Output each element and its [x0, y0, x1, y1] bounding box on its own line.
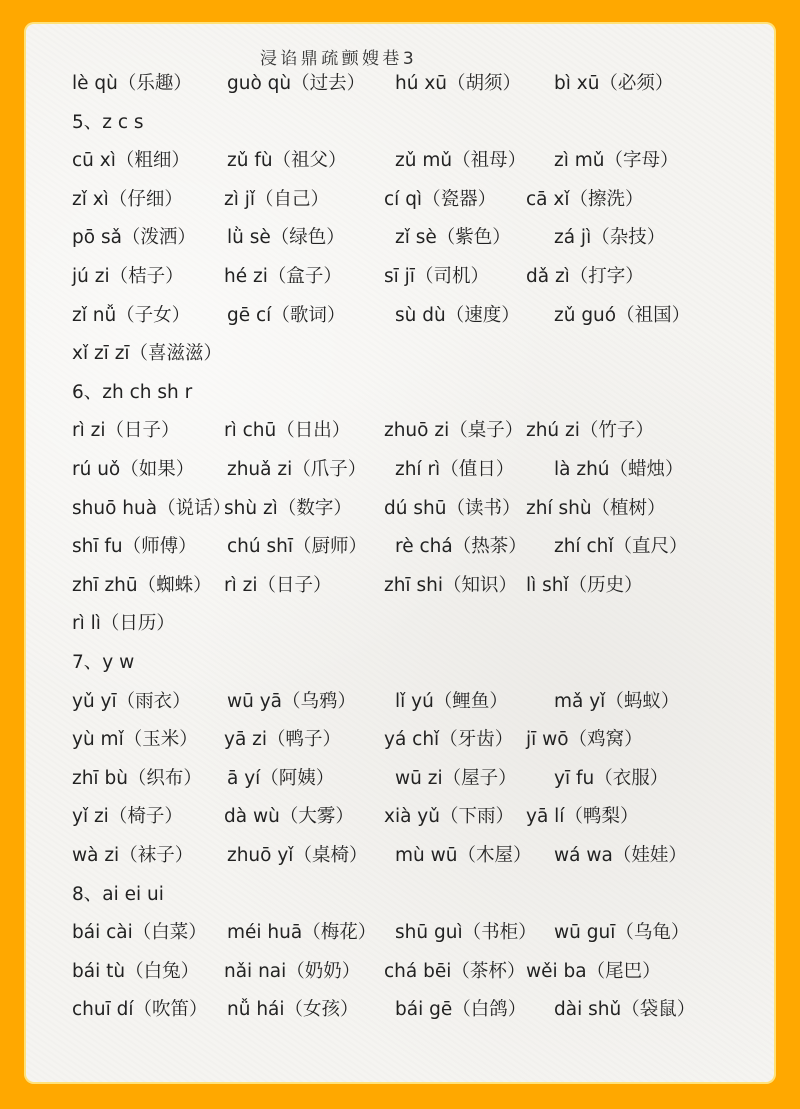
vocab-word: bì xū（必须）: [554, 73, 674, 94]
vocab-word: sī jī（司机）: [384, 266, 489, 287]
vocab-word: bái cài（白菜）: [72, 922, 207, 944]
vocab-word: yá chǐ（牙齿）: [384, 729, 514, 751]
vocab-word: shū guì（书柜）: [395, 922, 537, 944]
section-heading: 8、ai ei ui: [72, 883, 164, 905]
page-header: 浸 谄 鼎 疏 颤 嫂 巷 3: [260, 49, 413, 69]
vocab-word: lì shǐ（历史）: [526, 574, 643, 596]
vocab-word: pō sǎ（泼洒）: [72, 227, 196, 249]
vocab-word: zhí shù（植树）: [526, 497, 666, 519]
vocab-word: yù mǐ（玉米）: [72, 729, 198, 751]
vocab-word: zhuō zi（桌子）: [384, 420, 524, 442]
vocab-word: rè chá（热茶）: [395, 536, 527, 558]
vocab-word: guò qù（过去）: [227, 73, 366, 94]
vocab-word: chá bēi（茶杯）: [384, 960, 526, 982]
vocab-word: xǐ zī zī（喜滋滋）: [72, 343, 223, 365]
vocab-word: jú zi（桔子）: [72, 266, 184, 287]
vocab-word: rì zi（日子）: [224, 574, 332, 596]
vocab-word: rì chū（日出）: [224, 420, 351, 442]
vocab-word: zhí rì（值日）: [395, 459, 515, 480]
vocab-word: wěi ba（尾巴）: [526, 960, 661, 982]
vocab-word: mǎ yǐ（蚂蚁）: [554, 690, 680, 712]
vocab-word: dú shū（读书）: [384, 497, 521, 519]
vocab-word: lǜ sè（绿色）: [227, 227, 345, 249]
vocab-word: hú xū（胡须）: [395, 73, 522, 94]
vocab-word: wá wa（娃娃）: [554, 845, 687, 866]
vocab-word: zhī bù（织布）: [72, 767, 202, 789]
vocab-word: mù wū（木屋）: [395, 845, 532, 866]
vocab-word: yī fu（衣服）: [554, 767, 669, 789]
section-heading: 7、y w: [72, 652, 135, 673]
vocab-word: zhí chǐ（直尺）: [554, 536, 688, 558]
vocab-word: rì lì（日历）: [72, 613, 175, 635]
vocab-word: lè qù（乐趣）: [72, 73, 192, 94]
vocab-word: zì mǔ（字母）: [554, 150, 679, 172]
vocab-word: ā yí（阿姨）: [227, 767, 335, 789]
vocab-word: gē cí（歌词）: [227, 304, 346, 326]
vocab-word: yǔ yī（雨衣）: [72, 690, 191, 712]
vocab-word: yǐ zi（椅子）: [72, 806, 183, 828]
vocab-word: zhī shi（知识）: [384, 574, 517, 596]
vocab-word: cū xì（粗细）: [72, 150, 190, 172]
vocab-word: rì zi（日子）: [72, 420, 180, 442]
vocab-word: bái tù（白兔）: [72, 960, 200, 982]
vocab-word: shī fu（师傅）: [72, 536, 197, 558]
vocab-word: wū guī（乌龟）: [554, 922, 690, 944]
vocab-word: sù dù（速度）: [395, 304, 520, 326]
vocab-word: yā lí（鸭梨）: [526, 806, 639, 828]
vocab-word: cā xǐ（擦洗）: [526, 188, 644, 210]
vocab-word: bái gē（白鸽）: [395, 999, 527, 1021]
vocab-word: dài shǔ（袋鼠）: [554, 999, 696, 1021]
section-heading: 5、z c s: [72, 111, 144, 133]
vocab-word: lǐ yú（鲤鱼）: [395, 690, 508, 712]
vocab-word: là zhú（蜡烛）: [554, 459, 684, 480]
vocab-word: wū zi（屋子）: [395, 767, 517, 789]
vocab-word: cí qì（瓷器）: [384, 188, 497, 210]
vocab-word: zǐ nǚ（子女）: [72, 304, 191, 326]
vocab-word: zhī zhū（蜘蛛）: [72, 574, 212, 596]
vocab-word: yā zi（鸭子）: [224, 729, 342, 751]
vocab-word: rú uǒ（如果）: [72, 459, 195, 480]
vocab-word: jī wō（鸡窝）: [526, 729, 643, 751]
section-heading: 6、zh ch sh r: [72, 381, 193, 403]
vocab-word: zá jì（杂技）: [554, 227, 666, 249]
vocab-word: zhuǎ zi（爪子）: [227, 459, 367, 480]
vocab-word: xià yǔ（下雨）: [384, 806, 514, 828]
vocab-word: hé zi（盒子）: [224, 266, 342, 287]
vocab-word: zǔ fù（祖父）: [227, 150, 347, 172]
vocab-word: dǎ zì（打字）: [526, 266, 644, 287]
vocab-word: wà zi（袜子）: [72, 845, 194, 866]
vocab-word: chuī dí（吹笛）: [72, 999, 208, 1021]
vocab-word: wū yā（乌鸦）: [227, 690, 357, 712]
vocab-word: chú shī（厨师）: [227, 536, 368, 558]
vocab-word: méi huā（梅花）: [227, 922, 377, 944]
vocab-word: zǔ mǔ（祖母）: [395, 150, 527, 172]
vocab-word: nǚ hái（女孩）: [227, 999, 359, 1021]
vocab-word: dà wù（大雾）: [224, 806, 354, 828]
vocab-word: zǔ guó（祖国）: [554, 304, 691, 326]
vocab-word: zǐ xì（仔细）: [72, 188, 183, 210]
vocab-word: zǐ sè（紫色）: [395, 227, 511, 249]
vocab-word: nǎi nai（奶奶）: [224, 960, 361, 982]
vocab-word: shuō huà（说话）: [72, 497, 232, 519]
vocab-word: zhuō yǐ（桌椅）: [227, 845, 368, 866]
vocab-word: zì jǐ（自己）: [224, 188, 330, 210]
vocab-word: zhú zi（竹子）: [526, 420, 654, 442]
vocab-word: shù zì（数字）: [224, 497, 352, 519]
